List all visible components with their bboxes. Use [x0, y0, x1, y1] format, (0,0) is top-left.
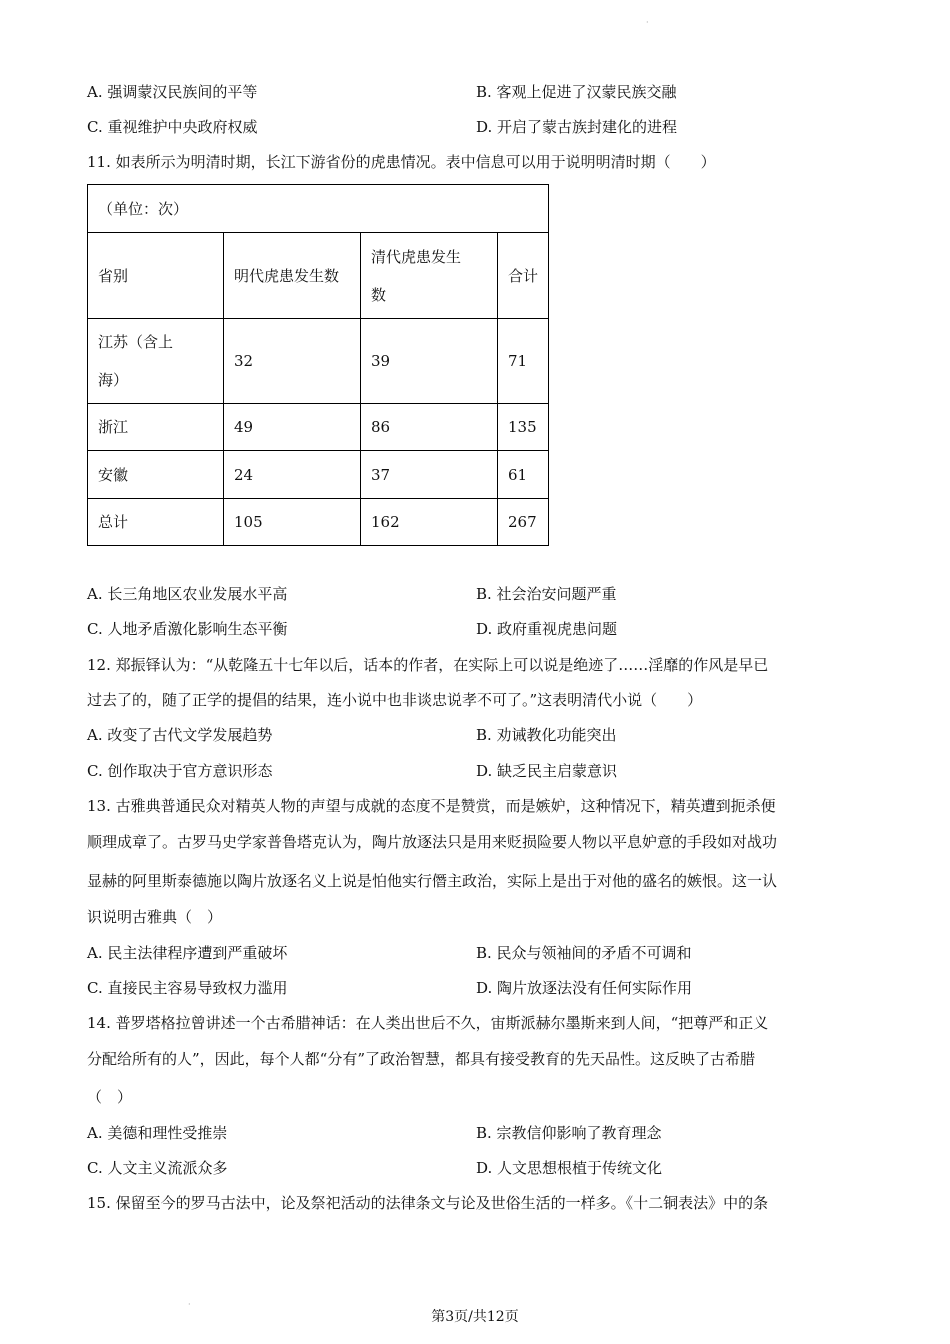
page-footer: 第3页/共12页	[431, 1309, 519, 1325]
cell-ming: 24	[224, 451, 361, 499]
cell-province	[88, 319, 224, 404]
q13-option-a: A. 民主法律程序遭到严重破坏	[87, 944, 288, 962]
q13-option-c: C. 直接民主容易导致权力滥用	[87, 979, 288, 997]
cell-ming: 105	[224, 499, 361, 546]
cell-qing: 162	[361, 499, 498, 546]
q13-stem-line4: 识说明古雅典（ ）	[87, 908, 223, 926]
q14-option-c: C. 人文主义流派众多	[87, 1159, 228, 1177]
q14-stem-line2: 分配给所有的人”，因此，每个人都“分有”了政治智慧，都具有接受教育的先天品性。这反映了古希腊	[87, 1050, 756, 1068]
q10-option-a: A. 强调蒙汉民族间的平等	[87, 83, 258, 101]
q11-option-d: D. 政府重视虎患问题	[476, 620, 618, 638]
q14-stem-line3: （ ）	[87, 1088, 133, 1106]
cell-total: 135	[498, 404, 549, 451]
q14-stem-line1: 14. 普罗塔格拉曾讲述一个古希腊神话：在人类出世后不久，宙斯派赫尔墨斯来到人间，“把尊严和正义	[87, 1014, 769, 1032]
q11-option-b: B. 社会治安问题严重	[476, 585, 617, 603]
header-qing	[361, 233, 498, 319]
province-line1: 江苏（含上	[98, 333, 174, 351]
q12-option-a: A. 改变了古代文学发展趋势	[87, 726, 273, 744]
cell-province: 安徽	[88, 451, 224, 499]
q11-option-a: A. 长三角地区农业发展水平高	[87, 585, 288, 603]
cell-province: 浙江	[88, 404, 224, 451]
header-qing-line1: 清代虎患发生	[371, 247, 462, 266]
q15-stem-line1: 15. 保留至今的罗马古法中，论及祭祀活动的法律条文与论及世俗生活的一样多。《十二铜表法》中的条	[87, 1194, 769, 1212]
q13-option-b: B. 民众与领袖间的矛盾不可调和	[476, 944, 692, 962]
q13-stem-line3: 显赫的阿里斯泰德施以陶片放逐名义上说是怕他实行僭主政治，实际上是出于对他的盛名的嫉恨。这一认	[87, 872, 778, 890]
q12-option-c: C. 创作取决于官方意识形态	[87, 762, 273, 780]
header-total: 合计	[498, 233, 549, 319]
cell-total: 61	[498, 451, 549, 499]
q12-stem-line1: 12. 郑振铎认为：“从乾隆五十七年以后，话本的作者，在实际上可以说是绝迹了……淫靡的作风是早已	[87, 656, 769, 674]
scan-dot: ·	[188, 1300, 191, 1309]
q10-option-d: D. 开启了蒙古族封建化的进程	[476, 118, 678, 136]
q14-option-d: D. 人文思想根植于传统文化	[476, 1159, 663, 1177]
q13-stem-line1: 13. 古雅典普通民众对精英人物的声望与成就的态度不是赞赏，而是嫉妒，这种情况下，精英遭到扼杀便	[87, 797, 776, 815]
tiger-incidents-table	[87, 184, 549, 546]
header-qing-line2: 数	[371, 285, 387, 304]
cell-province: 总计	[88, 499, 224, 546]
q13-stem-line2: 顺理成章了。古罗马史学家普鲁塔克认为，陶片放逐法只是用来贬损险要人物以平息妒意的手段如对战功	[87, 833, 778, 851]
cell-ming: 49	[224, 404, 361, 451]
q10-option-b: B. 客观上促进了汉蒙民族交融	[476, 83, 677, 101]
q12-stem-line2: 过去了的，随了正学的提倡的结果，连小说中也非谈忠说孝不可了。”这表明清代小说（ ）	[87, 691, 703, 709]
header-province: 省别	[88, 233, 224, 319]
q14-option-b: B. 宗教信仰影响了教育理念	[476, 1124, 662, 1142]
q13-option-d: D. 陶片放逐法没有任何实际作用	[476, 979, 693, 997]
cell-qing: 37	[361, 451, 498, 499]
province-line2: 海）	[98, 371, 129, 389]
cell-total: 71	[498, 319, 549, 404]
cell-qing: 39	[361, 319, 498, 404]
table-unit: （单位：次）	[88, 185, 549, 233]
cell-total: 267	[498, 499, 549, 546]
cell-ming: 32	[224, 319, 361, 404]
q11-option-c: C. 人地矛盾激化影响生态平衡	[87, 620, 288, 638]
table-row	[88, 319, 549, 404]
q14-option-a: A. 美德和理性受推崇	[87, 1124, 228, 1142]
table-row	[88, 451, 549, 499]
scan-dot: ·	[646, 18, 649, 27]
table-row	[88, 404, 549, 451]
q11-stem: 11. 如表所示为明清时期，长江下游省份的虎患情况。表中信息可以用于说明明清时期（ ）	[87, 153, 716, 171]
q12-option-b: B. 劝诫教化功能突出	[476, 726, 617, 744]
cell-qing: 86	[361, 404, 498, 451]
header-ming: 明代虎患发生数	[224, 233, 361, 319]
table-row	[88, 499, 549, 546]
q12-option-d: D. 缺乏民主启蒙意识	[476, 762, 618, 780]
q10-option-c: C. 重视维护中央政府权威	[87, 118, 258, 136]
